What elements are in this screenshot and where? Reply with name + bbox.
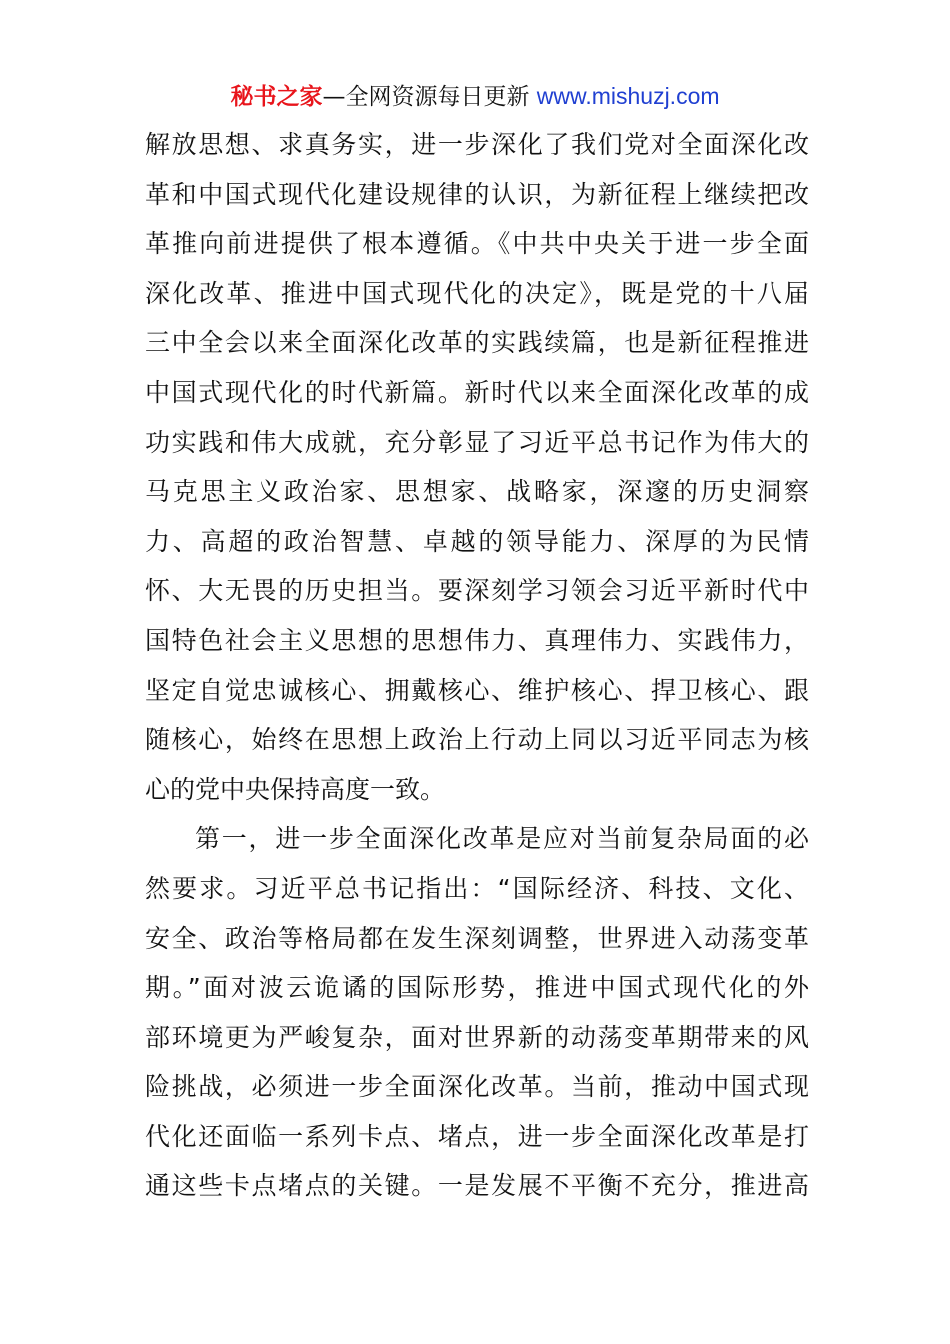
text-line: 通这些卡点堵点的关键。一是发展不平衡不充分，推进高	[145, 1171, 809, 1201]
text-line: 随核心，始终在思想上政治上行动上同以习近平同志为核	[145, 725, 809, 755]
text-line: 怀、大无畏的历史担当。要深刻学习领会习近平新时代中	[145, 576, 809, 606]
text-line: 革和中国式现代化建设规律的认识，为新征程上继续把改	[145, 179, 809, 209]
text-line: 国特色社会主义思想的思想伟力、真理伟力、实践伟力，	[145, 625, 809, 655]
text-line: 深化改革、推进中国式现代化的决定》，既是党的十八届	[145, 278, 809, 308]
site-url[interactable]: www.mishuzj.com	[536, 83, 720, 109]
text-line: 三中全会以来全面深化改革的实践续篇，也是新征程推进	[145, 328, 809, 358]
header-tagline: —全网资源每日更新	[322, 84, 537, 110]
paragraph-first-line: 第一，进一步全面深化改革是应对当前复杂局面的必	[195, 824, 809, 854]
text-line: 部环境更为严峻复杂，面对世界新的动荡变革期带来的风	[145, 1022, 809, 1052]
text-line: 马克思主义政治家、思想家、战略家，深邃的历史洞察	[145, 477, 809, 507]
document-body	[145, 120, 809, 1211]
brand-name: 秘书之家	[230, 84, 323, 110]
paragraph-end-line: 心的党中央保持高度一致。	[145, 774, 446, 804]
text-line: 力、高超的政治智慧、卓越的领导能力、深厚的为民情	[145, 526, 809, 556]
text-line: 功实践和伟大成就，充分彰显了习近平总书记作为伟大的	[145, 427, 809, 457]
text-line: 革推向前进提供了根本遵循。《中共中央关于进一步全面	[145, 229, 809, 259]
text-line: 然要求。习近平总书记指出：“国际经济、科技、文化、	[145, 873, 809, 903]
text-line: 险挑战，必须进一步全面深化改革。当前，推动中国式现	[145, 1072, 809, 1102]
text-line: 期。”面对波云诡谲的国际形势，推进中国式现代化的外	[145, 973, 809, 1003]
text-line: 代化还面临一系列卡点、堵点，进一步全面深化改革是打	[145, 1121, 809, 1151]
text-line: 解放思想、求真务实，进一步深化了我们党对全面深化改	[145, 130, 809, 159]
text-line: 安全、政治等格局都在发生深刻调整，世界进入动荡变革	[145, 923, 809, 953]
text-line: 中国式现代化的时代新篇。新时代以来全面深化改革的成	[145, 377, 809, 407]
page-header	[0, 80, 950, 113]
text-line: 坚定自觉忠诚核心、拥戴核心、维护核心、捍卫核心、跟	[145, 675, 809, 705]
